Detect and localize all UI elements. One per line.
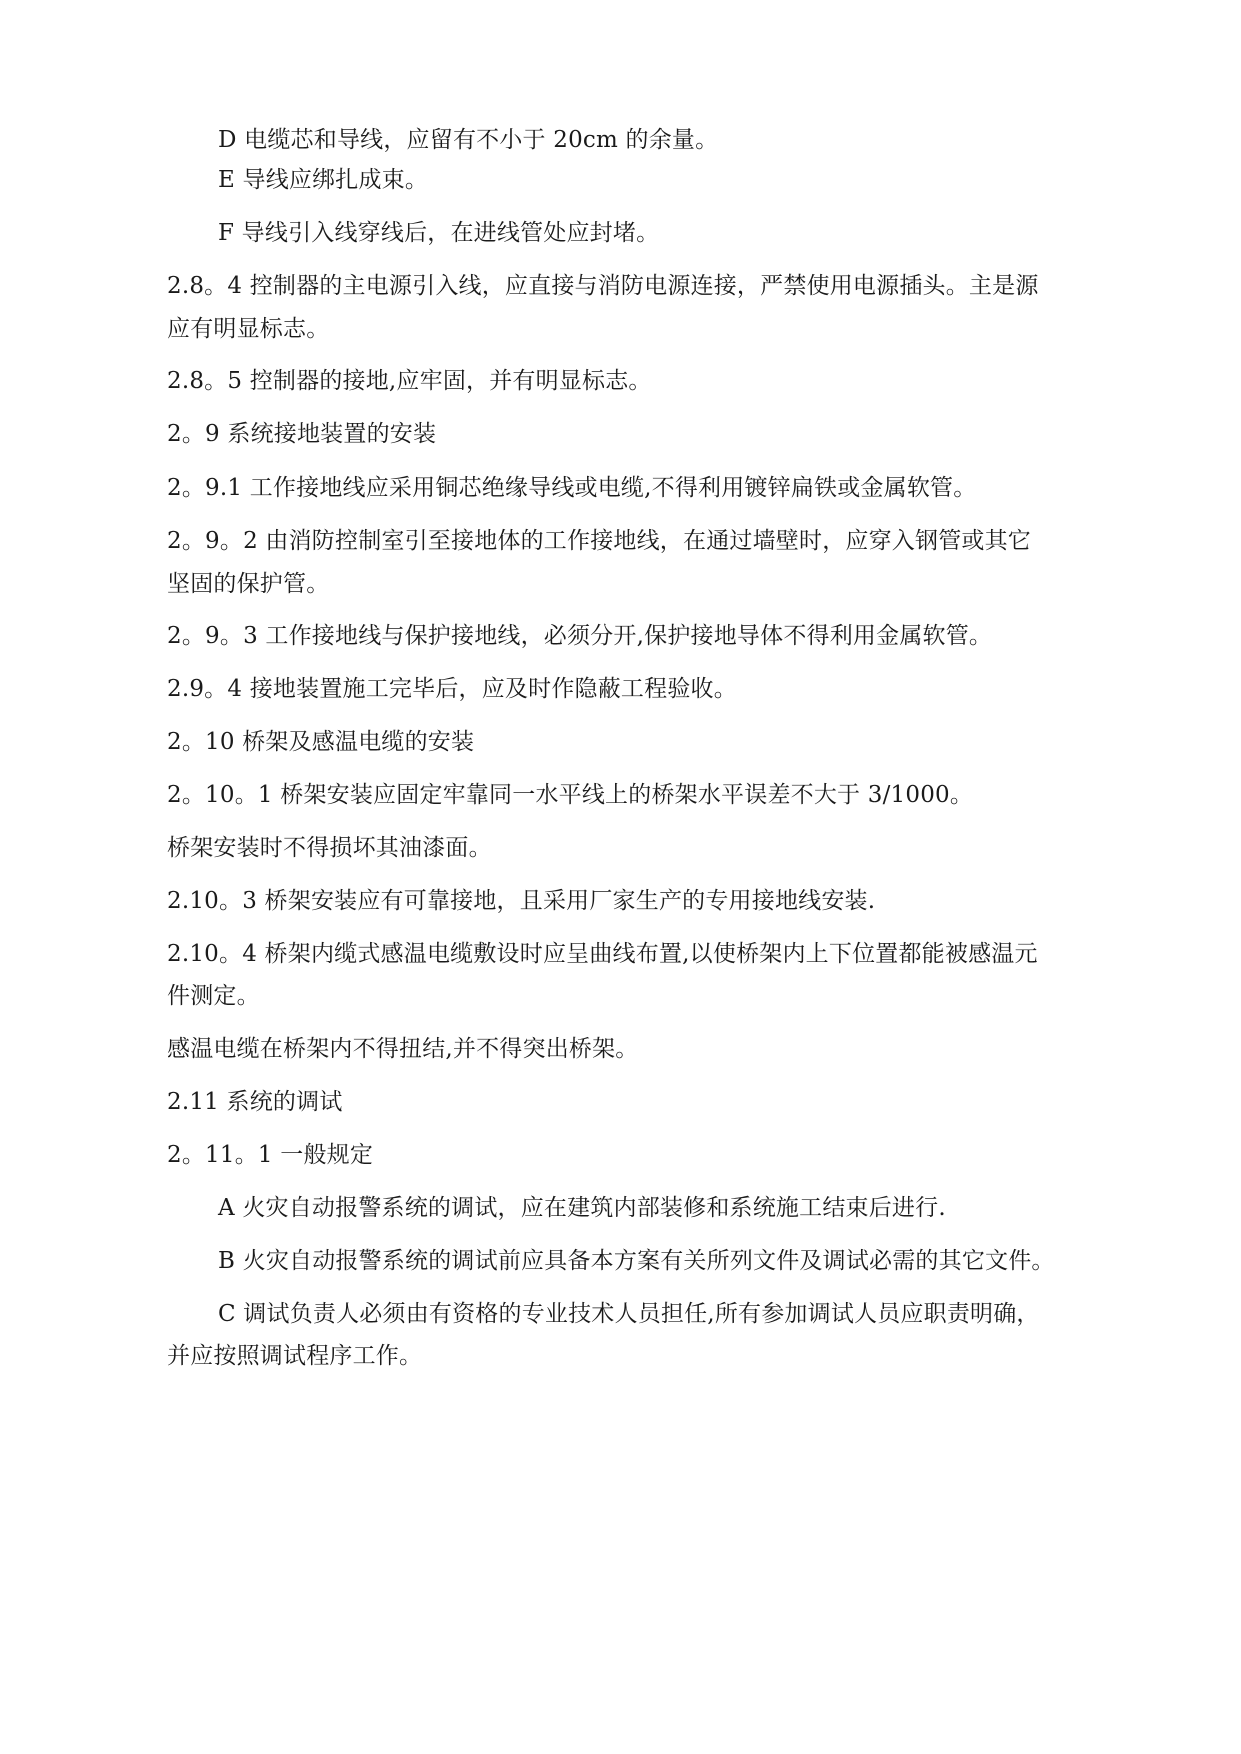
paragraph-line: C 调试负责人必须由有资格的专业技术人员担任,所有参加调试人员应职责明确，	[218, 1301, 1040, 1327]
paragraph-line: 坚固的保护管。	[167, 571, 330, 597]
paragraph-line: 2。9。3 工作接地线与保护接地线，必须分开,保护接地导体不得利用金属软管。	[167, 623, 993, 649]
paragraph-line: 应有明显标志。	[167, 316, 330, 342]
paragraph-line: 2.10。4 桥架内缆式感温电缆敷设时应呈曲线布置,以使桥架内上下位置都能被感温元	[167, 941, 1038, 967]
paragraph-line: 2。10。1 桥架安装应固定牢靠同一水平线上的桥架水平误差不大于 3/1000。	[167, 782, 974, 808]
paragraph-line: 2.8。4 控制器的主电源引入线，应直接与消防电源连接，严禁使用电源插头。主是源	[167, 273, 1039, 299]
paragraph-line: 2。9.1 工作接地线应采用铜芯绝缘导线或电缆,不得利用镀锌扁铁或金属软管。	[167, 475, 977, 501]
paragraph-line: D 电缆芯和导线，应留有不小于 20cm 的余量。	[218, 127, 719, 153]
paragraph-line: 感温电缆在桥架内不得扭结,并不得突出桥架。	[167, 1036, 639, 1062]
section-heading: 2。9 系统接地装置的安装	[167, 421, 437, 447]
paragraph-line: 2.8。5 控制器的接地,应牢固，并有明显标志。	[167, 368, 652, 394]
section-heading: 2.11 系统的调试	[167, 1089, 343, 1115]
paragraph-line: 2.9。4 接地装置施工完毕后，应及时作隐蔽工程验收。	[167, 676, 737, 702]
paragraph-line: 件测定。	[167, 983, 260, 1009]
paragraph-line: 2.10。3 桥架安装应有可靠接地，且采用厂家生产的专用接地线安装.	[167, 888, 876, 914]
paragraph-line: B 火灾自动报警系统的调试前应具备本方案有关所列文件及调试必需的其它文件。	[218, 1248, 1055, 1274]
paragraph-line: 桥架安装时不得损坏其油漆面。	[167, 835, 492, 861]
paragraph-line: 并应按照调试程序工作。	[167, 1343, 423, 1369]
paragraph-line: E 导线应绑扎成束。	[218, 167, 429, 193]
paragraph-line: A 火灾自动报警系统的调试，应在建筑内部装修和系统施工结束后进行.	[218, 1195, 946, 1221]
paragraph-line: F 导线引入线穿线后，在进线管处应封堵。	[218, 220, 660, 246]
paragraph-line: 2。9。2 由消防控制室引至接地体的工作接地线，在通过墙壁时，应穿入钢管或其它	[167, 528, 1032, 554]
section-heading: 2。11。1 一般规定	[167, 1142, 374, 1168]
section-heading: 2。10 桥架及感温电缆的安装	[167, 729, 475, 755]
